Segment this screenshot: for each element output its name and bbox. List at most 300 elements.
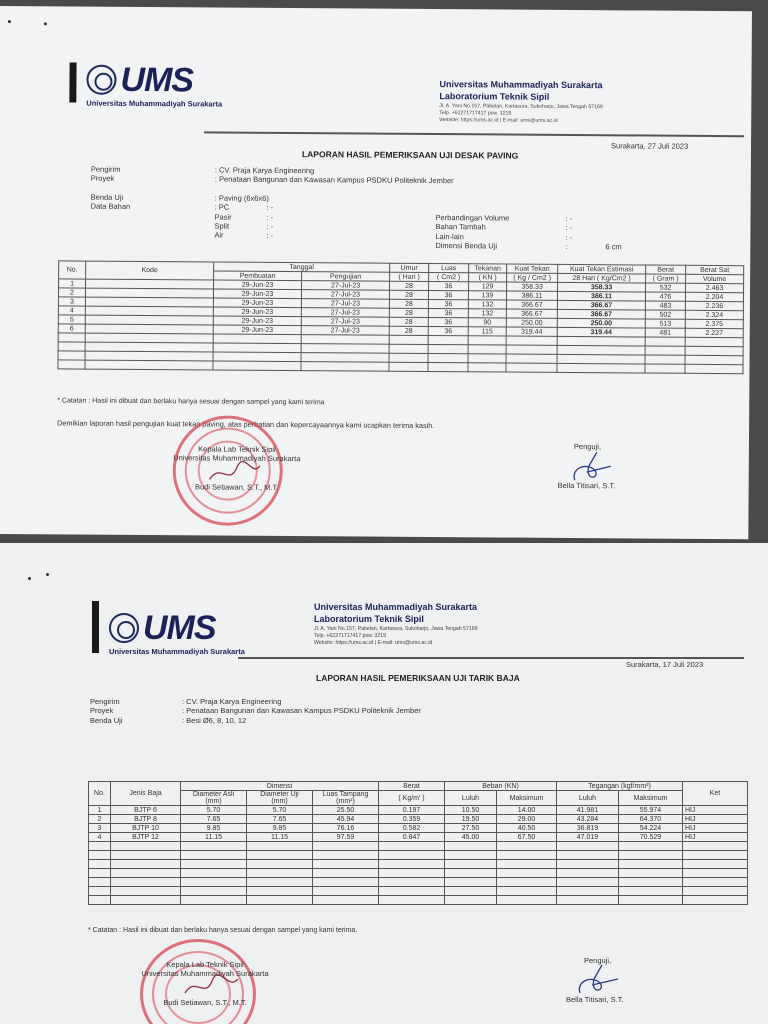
- split-value: : -: [266, 221, 274, 231]
- table-cell: 483: [645, 301, 685, 310]
- pengirim-label: Pengirim: [90, 697, 120, 706]
- table-cell-empty: [313, 842, 379, 851]
- table-cell: 476: [645, 292, 685, 301]
- report-title: LAPORAN HASIL PEMERIKSAAN UJI DESAK PAVING: [301, 149, 519, 161]
- table-cell-empty: [213, 361, 301, 371]
- col-bsat: Berat Sat: [686, 265, 744, 274]
- table-cell: 27-Jul-23: [302, 281, 390, 291]
- table-cell-empty: [58, 360, 85, 369]
- report-note: * Catatan : Hasil ini dibuat dan berlaku hanya sesuai dengan sampel yang kami terima.: [88, 927, 358, 934]
- address-line: Jl. A. Yani No.157, Pabelan, Kartasura, Sukoharjo, Jawa Tengah 57169: [314, 626, 478, 632]
- benda-value: : Besi Ø6, 8, 10, 12: [182, 715, 247, 725]
- header-rule: [238, 657, 744, 659]
- table-cell-empty: [428, 335, 468, 344]
- col-du: Diameter Uji: [260, 791, 299, 798]
- speck: [8, 20, 11, 23]
- table-cell: 2.463: [686, 283, 744, 292]
- signer-title: Kepala Lab Teknik Sipil: [166, 960, 244, 969]
- air-value: : -: [266, 231, 274, 241]
- table-cell: 27-Jul-23: [301, 290, 389, 300]
- table-cell-empty: [468, 363, 506, 372]
- table-cell-empty: [181, 842, 247, 851]
- website-line: Website: https://ums.ac.id | E-mail: ums@ums.ac.id: [314, 640, 433, 647]
- table-cell: HIJ: [683, 833, 748, 842]
- table-cell: 319.44: [506, 327, 557, 336]
- report-info: [90, 165, 453, 242]
- table-cell-empty: [111, 896, 181, 905]
- col-da: Diameter Asli: [192, 791, 235, 798]
- steel-results-table: [88, 781, 748, 905]
- pasir-value: : -: [266, 212, 274, 222]
- table-cell: 64.370: [619, 815, 683, 824]
- col-umur-unit: ( Hari ): [390, 272, 429, 281]
- col-pengujian: Pengujian: [302, 272, 390, 282]
- table-cell-empty: [313, 896, 379, 905]
- col-ket: Ket: [683, 782, 748, 806]
- table-row: [89, 833, 748, 842]
- table-cell: 54.224: [619, 824, 683, 833]
- table-cell: 2.227: [685, 328, 743, 337]
- table-cell-empty: [428, 353, 468, 362]
- table-cell: 0.847: [379, 833, 445, 842]
- table-cell-empty: [379, 842, 445, 851]
- table-cell-empty: [181, 878, 247, 887]
- table-cell-empty: [379, 860, 445, 869]
- table-cell-empty: [428, 362, 468, 371]
- table-cell: 41.981: [557, 806, 619, 815]
- benda-label: Benda Uji: [90, 192, 124, 202]
- table-cell: HIJ: [683, 824, 748, 833]
- table-row-empty: [89, 860, 748, 869]
- table-cell-empty: [445, 851, 497, 860]
- table-cell-empty: [428, 344, 468, 353]
- col-beban-maks: Maksimum: [497, 791, 557, 806]
- table-cell-empty: [445, 869, 497, 878]
- table-cell-empty: [89, 878, 111, 887]
- signature-left-icon: [205, 457, 265, 487]
- ums-emblem-icon: [109, 613, 139, 643]
- pengirim-label: Pengirim: [90, 164, 121, 174]
- phone-line: Telp. +62271717417 psw. 3219: [439, 110, 512, 117]
- report-date: Surakarta, 27 Juli 2023: [611, 141, 689, 151]
- table-cell-empty: [619, 896, 683, 905]
- table-cell-empty: [111, 842, 181, 851]
- table-cell: 481: [645, 328, 685, 337]
- proyek-value: : Penataan Bangunan dan Kawasan Kampus PSDKU Politeknik Jember: [214, 174, 454, 186]
- table-cell: 250.00: [506, 318, 557, 327]
- table-cell: 10.50: [445, 806, 497, 815]
- col-kuat-unit: ( Kg / Cm2 ): [507, 273, 558, 282]
- table-cell: 90: [468, 318, 506, 327]
- table-cell: 47.019: [557, 833, 619, 842]
- table-cell-empty: [468, 336, 506, 345]
- table-cell-empty: [89, 887, 111, 896]
- table-cell-empty: [557, 842, 619, 851]
- table-cell-empty: [379, 869, 445, 878]
- table-cell: 129: [469, 282, 507, 291]
- col-umur: Umur: [390, 263, 429, 272]
- table-cell-empty: [685, 346, 743, 355]
- col-est-unit: 28 Hari ( Kg/Cm2 ): [558, 273, 646, 283]
- col-teg-luluh: Luluh: [557, 791, 619, 806]
- table-cell: 28: [389, 299, 428, 308]
- table-cell: 36: [429, 281, 469, 290]
- header-rule: [204, 131, 744, 137]
- table-cell: 132: [468, 300, 506, 309]
- table-cell-empty: [557, 887, 619, 896]
- table-cell: 29-Jun-23: [213, 316, 301, 326]
- table-cell: 70.529: [619, 833, 683, 842]
- table-cell: 7.65: [247, 815, 313, 824]
- table-cell-empty: [58, 351, 85, 360]
- table-cell: 358.33: [558, 282, 646, 292]
- signer-name: Budi Setiawan, S.T., M.T.: [163, 998, 247, 1007]
- col-berat-unit: ( Kg/m' ): [379, 791, 445, 806]
- report-sheet-paving: [0, 6, 752, 539]
- table-cell: 43.284: [557, 815, 619, 824]
- table-cell: 14.00: [497, 806, 557, 815]
- lain-lain-value: : -: [565, 232, 573, 242]
- table-cell-empty: [389, 335, 428, 344]
- table-cell: 25.50: [313, 806, 379, 815]
- closing-text: Demikian laporan hasil pengujian kuat tekan paving, atas perhatian dan kepercayaannya kami ucapkan terima kasih.: [57, 418, 435, 431]
- table-cell-empty: [89, 851, 111, 860]
- signer-title: Kepala Lab Teknik Sipil: [198, 444, 276, 454]
- table-cell-empty: [389, 353, 428, 362]
- perbandingan-value: : -: [565, 213, 573, 223]
- table-cell-empty: [497, 860, 557, 869]
- benda-label: Benda Uji: [90, 715, 123, 725]
- table-cell-empty: [181, 887, 247, 896]
- speck: [44, 22, 47, 25]
- col-da-unit: (mm): [205, 798, 222, 805]
- table-cell-empty: [468, 354, 506, 363]
- col-kode: Kode: [86, 261, 214, 280]
- table-cell: BJTP 12: [111, 833, 181, 842]
- col-pembuatan: Pembuatan: [214, 271, 302, 281]
- table-cell-empty: [389, 362, 428, 371]
- table-cell: 2: [58, 288, 85, 297]
- table-cell: 76.16: [313, 824, 379, 833]
- table-cell: HIJ: [683, 806, 748, 815]
- table-cell-empty: [445, 860, 497, 869]
- table-cell-empty: [247, 878, 313, 887]
- lab-name: Laboratorium Teknik Sipil: [439, 91, 550, 102]
- table-cell: 3: [58, 297, 85, 306]
- col-kuat: Kuat Tekan: [507, 264, 558, 273]
- ums-emblem-icon: [86, 65, 116, 95]
- col-luas: Luas: [429, 263, 469, 272]
- table-cell-empty: [685, 337, 743, 346]
- table-cell: 7.65: [181, 815, 247, 824]
- tester-title: Penguji,: [573, 442, 602, 452]
- pengirim-value: : CV. Praja Karya Engineering: [182, 697, 282, 706]
- table-cell: 27-Jul-23: [301, 308, 389, 318]
- table-cell: 4: [89, 833, 111, 842]
- table-cell: 29-Jun-23: [213, 298, 301, 308]
- dimensi-colon: :: [565, 242, 568, 252]
- col-jenis: Jenis Baja: [111, 782, 181, 806]
- lab-name: Laboratorium Teknik Sipil: [314, 614, 424, 624]
- table-cell: 2.204: [685, 292, 743, 301]
- table-cell: 27-Jul-23: [301, 299, 389, 309]
- table-cell: 0.359: [379, 815, 445, 824]
- report-date: Surakarta, 17 Juli 2023: [626, 660, 704, 669]
- table-cell-empty: [89, 842, 111, 851]
- table-cell-empty: [683, 869, 748, 878]
- table-cell-empty: [85, 360, 213, 370]
- table-cell: 36.819: [557, 824, 619, 833]
- col-du-unit: (mm): [271, 798, 288, 805]
- table-cell-empty: [379, 878, 445, 887]
- table-cell: 27-Jul-23: [301, 317, 389, 327]
- table-cell-empty: [181, 869, 247, 878]
- table-cell-empty: [445, 878, 497, 887]
- table-cell: 132: [468, 309, 506, 318]
- table-cell-empty: [468, 345, 506, 354]
- table-cell-empty: [645, 355, 685, 364]
- table-cell: 36: [428, 326, 468, 335]
- report-title: LAPORAN HASIL PEMERIKSAAN UJI TARIK BAJA: [316, 673, 520, 683]
- table-cell: 11.15: [181, 833, 247, 842]
- col-beban-luluh: Luluh: [445, 791, 497, 806]
- table-row: [89, 806, 748, 815]
- col-luas-unit: ( Cm2 ): [429, 272, 469, 281]
- table-cell-empty: [247, 860, 313, 869]
- tester-title: Penguji,: [584, 956, 612, 965]
- table-cell: 55.974: [619, 806, 683, 815]
- table-cell-empty: [181, 896, 247, 905]
- table-cell-empty: [58, 333, 85, 342]
- table-cell-empty: [247, 887, 313, 896]
- table-cell: 115: [468, 327, 506, 336]
- col-beban: Beban (KN): [445, 782, 557, 791]
- split-label: Split: [214, 221, 230, 231]
- table-cell: 29.00: [497, 815, 557, 824]
- paving-results-table: [57, 260, 744, 374]
- table-cell: 9.85: [247, 824, 313, 833]
- table-cell-empty: [619, 842, 683, 851]
- table-cell-empty: [111, 878, 181, 887]
- table-cell: 67.50: [497, 833, 557, 842]
- col-lt-unit: (mm²): [336, 798, 355, 805]
- bahan-tambah-label: Bahan Tambah: [435, 222, 486, 232]
- report-info-right: [435, 213, 622, 252]
- table-cell-empty: [181, 860, 247, 869]
- table-cell: 358.33: [507, 282, 558, 291]
- table-cell: 19.50: [445, 815, 497, 824]
- proyek-label: Proyek: [90, 706, 114, 716]
- address-line: Jl. A. Yani No.157, Pabelan, Kartasura, Sukoharjo, Jawa Tengah 57169: [439, 103, 603, 111]
- table-cell: 2.236: [685, 301, 743, 310]
- col-lt: Luas Tampang: [322, 791, 369, 798]
- table-cell: 28: [389, 326, 428, 335]
- table-cell: 250.00: [557, 318, 645, 328]
- col-berat: Berat: [379, 782, 445, 791]
- dimensi-label: Dimensi Benda Uji: [435, 241, 498, 251]
- col-est: Kuat Tekan Estimasi: [558, 264, 646, 274]
- table-cell: 28: [389, 317, 428, 326]
- table-cell-empty: [557, 860, 619, 869]
- table-row-empty: [89, 842, 748, 851]
- pengirim-value: : CV. Praja Karya Engineering: [214, 165, 315, 176]
- table-cell-empty: [379, 851, 445, 860]
- table-cell-empty: [313, 869, 379, 878]
- data-bahan-label: Data Bahan: [90, 201, 131, 212]
- table-cell-empty: [506, 345, 557, 354]
- col-teg-maks: Maksimum: [619, 791, 683, 806]
- table-cell: 9.85: [181, 824, 247, 833]
- table-cell-empty: [683, 842, 748, 851]
- signature-right-icon: [572, 961, 632, 1001]
- table-cell: 45.00: [445, 833, 497, 842]
- tester-name: Bella Titisari, S.T.: [566, 995, 624, 1004]
- table-cell: 5.70: [247, 806, 313, 815]
- table-cell: 28: [389, 308, 428, 317]
- table-cell: 29-Jun-23: [213, 289, 301, 299]
- table-row: [89, 824, 748, 833]
- speck: [46, 573, 49, 576]
- institution-block: [314, 602, 478, 647]
- signature-right-icon: [567, 448, 627, 488]
- table-cell: 502: [645, 310, 685, 319]
- proyek-label: Proyek: [90, 174, 115, 184]
- table-cell-empty: [247, 851, 313, 860]
- col-no: No.: [89, 782, 111, 806]
- table-cell-empty: [89, 860, 111, 869]
- table-cell-empty: [683, 887, 748, 896]
- proyek-value: : Penataan Bangunan dan Kawasan Kampus PSDKU Politeknik Jember: [182, 706, 421, 716]
- table-cell: 28: [390, 281, 429, 290]
- signer-name: Budi Setiawan, S.T., M.T.: [194, 482, 279, 492]
- table-cell: 5: [58, 315, 85, 324]
- pc-value: : -: [266, 202, 274, 213]
- col-tegangan: Tegangan (kgf/mm²): [557, 782, 683, 791]
- table-cell: BJTP 10: [111, 824, 181, 833]
- table-cell-empty: [379, 896, 445, 905]
- table-cell: 4: [58, 306, 85, 315]
- table-cell-empty: [506, 363, 557, 372]
- university-name: Universitas Muhammadiyah Surakarta: [439, 79, 603, 91]
- col-tekanan: Tekanan: [469, 264, 507, 273]
- table-cell-empty: [683, 896, 748, 905]
- table-cell: 386.11: [557, 291, 645, 301]
- table-cell-empty: [619, 869, 683, 878]
- table-cell: 1: [89, 806, 111, 815]
- table-cell-empty: [89, 869, 111, 878]
- letterhead-logo: [92, 601, 245, 656]
- table-cell: 139: [468, 291, 506, 300]
- table-cell: 2: [89, 815, 111, 824]
- benda-value: : Paving (6x6x6): [214, 193, 269, 203]
- table-cell: 36: [428, 299, 468, 308]
- table-cell: 40.50: [497, 824, 557, 833]
- table-cell-empty: [619, 851, 683, 860]
- table-cell: 2.375: [685, 319, 743, 328]
- table-cell-empty: [379, 887, 445, 896]
- table-cell-empty: [313, 860, 379, 869]
- table-cell-empty: [497, 851, 557, 860]
- signer-institution: Universitas Muhammadiyah Surakarta: [141, 969, 269, 978]
- col-dimensi: Dimensi: [181, 782, 379, 791]
- table-cell-empty: [497, 869, 557, 878]
- table-cell: 0.582: [379, 824, 445, 833]
- table-row-empty: [89, 851, 748, 860]
- table-row-empty: [89, 887, 748, 896]
- col-bsat-unit: Volume: [686, 274, 744, 283]
- table-cell: 27.50: [445, 824, 497, 833]
- table-cell: 29-Jun-23: [213, 307, 301, 317]
- table-cell-empty: [557, 896, 619, 905]
- table-cell-empty: [506, 336, 557, 345]
- table-cell-empty: [619, 887, 683, 896]
- table-cell-empty: [111, 860, 181, 869]
- table-cell: 5.70: [181, 806, 247, 815]
- table-cell: 29-Jun-23: [213, 325, 301, 335]
- table-cell-empty: [445, 887, 497, 896]
- table-cell-empty: [619, 878, 683, 887]
- table-cell: 6: [58, 324, 85, 333]
- letterhead-bar: [69, 62, 76, 102]
- table-cell-empty: [111, 887, 181, 896]
- phone-line: Telp. +62271717417 psw. 3219: [314, 633, 386, 640]
- table-cell: 97.59: [313, 833, 379, 842]
- table-cell: 3: [89, 824, 111, 833]
- table-cell-empty: [58, 342, 85, 351]
- website-line: Website: https://ums.ac.id | E-mail: ums@ums.ac.id: [439, 117, 558, 124]
- table-cell: 45.94: [313, 815, 379, 824]
- table-cell: 386.11: [506, 291, 557, 300]
- col-tekanan-unit: ( KN ): [469, 273, 507, 282]
- table-cell: 366.67: [506, 309, 557, 318]
- table-cell-empty: [683, 851, 748, 860]
- table-cell-empty: [645, 364, 685, 373]
- table-cell-empty: [313, 887, 379, 896]
- table-cell-empty: [313, 851, 379, 860]
- table-cell-empty: [557, 363, 645, 373]
- logo-subtitle: Universitas Muhammadiyah Surakarta: [109, 647, 245, 656]
- table-cell-empty: [301, 362, 389, 372]
- table-cell: 513: [645, 319, 685, 328]
- table-cell-empty: [445, 842, 497, 851]
- table-cell-empty: [685, 355, 743, 364]
- table-cell: 11.15: [247, 833, 313, 842]
- perbandingan-label: Perbandingan Volume: [435, 213, 510, 223]
- table-cell: HIJ: [683, 815, 748, 824]
- lain-lain-label: Lain-lain: [435, 231, 464, 241]
- institution-block: [439, 79, 603, 125]
- col-berat: Berat: [646, 265, 686, 274]
- table-cell-empty: [557, 869, 619, 878]
- table-cell: 36: [428, 308, 468, 317]
- table-cell: 36: [428, 290, 468, 299]
- table-cell: 1: [59, 279, 86, 288]
- table-cell-empty: [683, 860, 748, 869]
- table-row-empty: [89, 869, 748, 878]
- table-cell: 532: [646, 283, 686, 292]
- speck: [28, 577, 31, 580]
- table-row: [89, 815, 748, 824]
- table-cell-empty: [497, 887, 557, 896]
- table-cell-empty: [497, 842, 557, 851]
- col-no: No.: [59, 261, 86, 279]
- table-cell-empty: [506, 354, 557, 363]
- table-cell: BJTP 6: [111, 806, 181, 815]
- table-cell-empty: [445, 896, 497, 905]
- table-cell-empty: [181, 851, 247, 860]
- logo-text: UMS: [143, 609, 216, 647]
- table-cell-empty: [247, 896, 313, 905]
